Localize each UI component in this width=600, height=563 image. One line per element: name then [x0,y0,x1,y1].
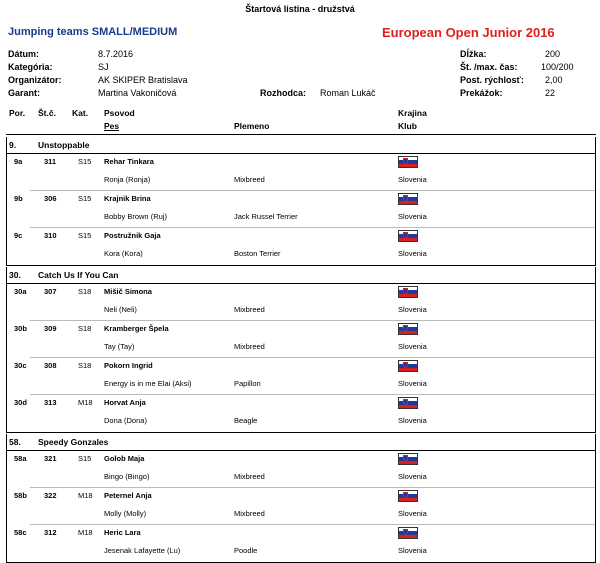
row-breed: Jack Russel Terrier [234,212,298,221]
row-start-number: 312 [44,528,57,537]
organizator-value: AK SKIPER Bratislava [98,75,188,85]
row-breed: Mixbreed [234,509,265,518]
group-right-border [595,137,596,265]
slovenia-flag-icon [398,323,418,335]
flag-crest [403,325,408,331]
team-number: 30. [9,270,21,280]
flag-crest [403,455,408,461]
row-category: M18 [78,398,93,407]
group-divider [6,265,596,266]
row-start-number: 306 [44,194,57,203]
flag-stripe-red [399,238,417,241]
row-handler: Peternel Anja [104,491,152,500]
col-header-kat: Kat. [72,108,89,118]
row-por: 58a [14,454,27,463]
competition-title: Jumping teams SMALL/MEDIUM [8,26,178,38]
row-por: 30a [14,287,27,296]
row-breed: Papillon [234,379,261,388]
flag-stripe-red [399,461,417,464]
col-header-psovod: Psovod [104,108,135,118]
row-country: Slovenia [398,212,427,221]
table-row [0,228,600,265]
flag-crest [403,288,408,294]
rychlost-label: Post. rýchlosť: [460,75,524,85]
row-por: 30c [14,361,27,370]
team-name: Unstoppable [38,140,90,150]
cas-label: Št. /max. čas: [460,62,518,72]
row-por: 30b [14,324,27,333]
flag-stripe-red [399,294,417,297]
flag-crest [403,529,408,535]
garant-label: Garant: [8,88,41,98]
row-start-number: 321 [44,454,57,463]
flag-crest [403,195,408,201]
table-row [0,451,600,488]
team-number: 58. [9,437,21,447]
row-por: 30d [14,398,27,407]
row-country: Slovenia [398,472,427,481]
col-header-pes: Pes [104,121,120,131]
kategoria-label: Kategória: [8,62,53,72]
col-header-por: Por. [9,108,26,118]
team-name: Catch Us If You Can [38,270,119,280]
col-header-klub: Klub [398,121,417,131]
row-dog: Energy is in me Elai (Aksi) [104,379,192,388]
row-por: 9c [14,231,23,240]
slovenia-flag-icon [398,490,418,502]
row-country: Slovenia [398,305,427,314]
row-breed: Mixbreed [234,342,265,351]
flag-stripe-red [399,405,417,408]
row-country: Slovenia [398,416,427,425]
row-country: Slovenia [398,249,427,258]
slovenia-flag-icon [398,360,418,372]
row-dog: Ronja (Ronja) [104,175,151,184]
rychlost-value: 2,00 [545,75,563,85]
row-category: M18 [78,528,93,537]
slovenia-flag-icon [398,230,418,242]
row-country: Slovenia [398,175,427,184]
prekazok-label: Prekážok: [460,88,503,98]
group-divider [6,432,596,433]
row-start-number: 313 [44,398,57,407]
row-breed: Mixbreed [234,305,265,314]
team-name: Speedy Gonzales [38,437,109,447]
slovenia-flag-icon [398,527,418,539]
garant-value: Martina Vakoničová [98,88,177,98]
table-row [0,525,600,562]
slovenia-flag-icon [398,453,418,465]
flag-crest [403,362,408,368]
row-category: S15 [78,231,92,240]
row-dog: Jesenak Lafayette (Lu) [104,546,181,555]
table-row [0,488,600,525]
header-divider [6,134,596,135]
row-handler: Mišič Simona [104,287,152,296]
flag-stripe-red [399,368,417,371]
flag-stripe-red [399,331,417,334]
row-country: Slovenia [398,509,427,518]
group-right-border [595,434,596,562]
flag-stripe-red [399,201,417,204]
flag-crest [403,232,408,238]
group-left-border [6,267,7,432]
table-row [0,284,600,321]
flag-crest [403,492,408,498]
row-country: Slovenia [398,546,427,555]
flag-stripe-red [399,535,417,538]
row-handler: Krajnik Brina [104,194,151,203]
row-dog: Bingo (Bingo) [104,472,150,481]
table-row [0,321,600,358]
row-category: S18 [78,361,92,370]
dlzka-label: Dĺžka: [460,49,487,59]
slovenia-flag-icon [398,193,418,205]
event-title: European Open Junior 2016 [382,25,555,40]
flag-stripe-red [399,164,417,167]
row-start-number: 308 [44,361,57,370]
row-category: M18 [78,491,93,500]
row-country: Slovenia [398,379,427,388]
row-start-number: 311 [44,157,57,166]
team-number: 9. [9,140,17,150]
group-left-border [6,434,7,562]
row-breed: Mixbreed [234,472,265,481]
row-dog: Tay (Tay) [104,342,135,351]
row-category: S15 [78,454,92,463]
rozhodca-value: Roman Lukáč [320,88,376,98]
row-dog: Bobby Brown (Ruj) [104,212,167,221]
organizator-label: Organizátor: [8,75,62,85]
table-row [0,395,600,432]
col-header-stc: Št.č. [38,108,56,118]
row-handler: Postružnik Gaja [104,231,161,240]
row-dog: Dona (Dona) [104,416,147,425]
kategoria-value: SJ [98,62,109,72]
row-country: Slovenia [398,342,427,351]
table-row [0,154,600,191]
row-breed: Beagle [234,416,258,425]
document-title: Štartová listina - družstvá [245,4,355,14]
flag-crest [403,158,408,164]
cas-value: 100/200 [541,62,574,72]
row-category: S15 [78,194,92,203]
row-start-number: 307 [44,287,57,296]
row-por: 58b [14,491,27,500]
flag-stripe-red [399,498,417,501]
col-header-krajina: Krajina [398,108,427,118]
row-breed: Mixbreed [234,175,265,184]
row-handler: Pokorn Ingrid [104,361,153,370]
dlzka-value: 200 [545,49,561,59]
row-por: 9b [14,194,23,203]
row-start-number: 310 [44,231,57,240]
flag-crest [403,399,408,405]
row-handler: Kramberger Špela [104,324,169,333]
datum-label: Dátum: [8,49,39,59]
row-dog: Molly (Molly) [104,509,147,518]
row-breed: Poodle [234,546,258,555]
row-por: 58c [14,528,27,537]
row-start-number: 322 [44,491,57,500]
row-handler: Rehar Tinkara [104,157,154,166]
prekazok-value: 22 [545,88,556,98]
row-handler: Heric Lara [104,528,141,537]
row-handler: Horvat Anja [104,398,146,407]
table-row [0,358,600,395]
table-row [0,191,600,228]
row-category: S15 [78,157,92,166]
row-breed: Boston Terrier [234,249,281,258]
row-category: S18 [78,324,92,333]
datum-value: 8.7.2016 [98,49,134,59]
col-header-plemeno: Plemeno [234,121,270,131]
row-handler: Golob Maja [104,454,145,463]
slovenia-flag-icon [398,156,418,168]
row-dog: Neli (Neli) [104,305,137,314]
row-start-number: 309 [44,324,57,333]
group-right-border [595,267,596,432]
slovenia-flag-icon [398,286,418,298]
rozhodca-label: Rozhodca: [260,88,306,98]
group-left-border [6,137,7,265]
row-por: 9a [14,157,23,166]
row-category: S18 [78,287,92,296]
slovenia-flag-icon [398,397,418,409]
row-dog: Kora (Kora) [104,249,143,258]
